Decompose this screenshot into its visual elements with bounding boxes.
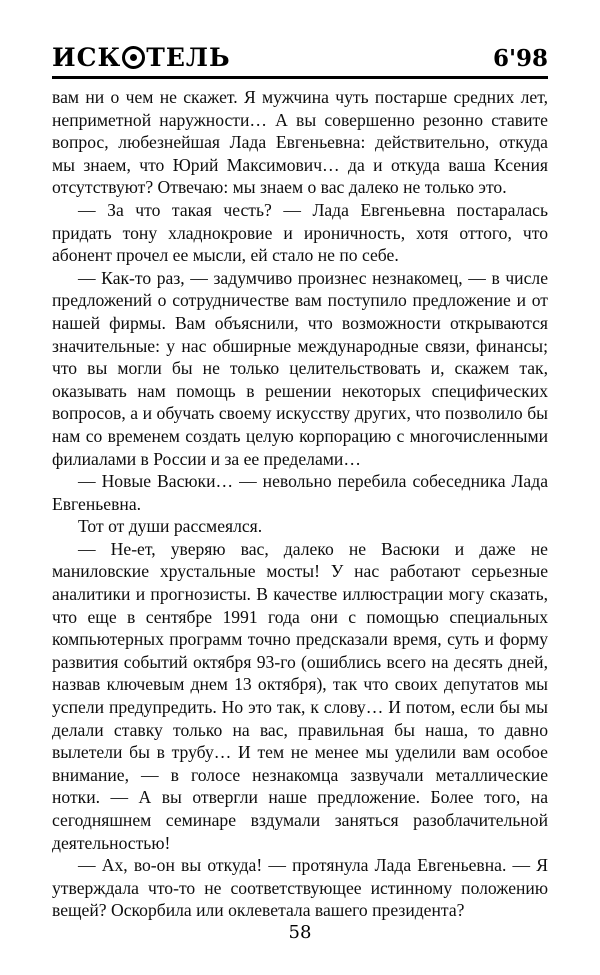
- magazine-logo: [52, 45, 231, 70]
- page-number: 58: [288, 922, 312, 943]
- body-text: [52, 86, 548, 922]
- paragraph: Тот от души рассмеялся.: [78, 516, 263, 537]
- paragraph: вам ни о чем не скажет. Я мужчина чуть постарше средних лет, неприметной наружности… А вы совершенно резонно ставите вопрос, любезнейшая Лада Евгеньевна: действительно, откуда мы знаем, что Юрий Максимович… да и откуда ваша Ксения отсутствуют? Отвечаю: мы знаем о вас далеко не только это.: [52, 87, 548, 198]
- page-header: [52, 36, 548, 70]
- header-divider: [52, 76, 548, 79]
- issue-number: 6'98: [492, 45, 548, 72]
- paragraph: — Ах, во-он вы откуда! — протянула Лада Евгеньевна. — Я утверждала что-то не соответствующее истинному положению вещей? Оскорбила или оклеветала вашего президента?: [52, 855, 548, 921]
- logo-text-first: ИСК: [52, 43, 122, 72]
- at-symbol-icon: [122, 46, 145, 69]
- paragraph: — Новые Васюки… — невольно перебила собеседника Лада Евгеньевна.: [52, 471, 548, 514]
- paragraph: — За что такая честь? — Лада Евгеньевна постаралась придать тону хладнокровие и ироничность, хотя оттого, что абонент прочел ее мысли, ей стало не по себе.: [52, 199, 548, 266]
- paragraph: — Не-ет, уверяю вас, далеко не Васюки и даже не маниловские хрустальные мосты! У нас работают серьезные аналитики и прогнозисты. В качестве иллюстрации могу сказать, что еще в сентябре 1991 года они с помощью специальных компьютерных программ точно предсказали время, суть и форму развития событий октября 93-го (ошиблись всего на десять дней, назвав ключевым днем 13 октября), так что своих депутатов мы успели предупредить. Но это так, к слову… И потом, если бы мы делали ставку только на вас, правильная бы наша, то давно вылетели бы в трубу… И тем не менее мы уделили вам особое внимание, — в голосе незнакомца зазвучали металлические нотки. — А вы отвергли наше предложение. Более того, на сегодняшнем семинаре вздумали заняться разоблачительной деятельностью!: [52, 538, 548, 853]
- logo-text-second: ТЕЛЬ: [146, 43, 231, 72]
- paragraph: — Как-то раз, — задумчиво произнес незнакомец, — в числе предложений о сотрудничестве вам поступило предложение и от нашей фирмы. Вам объяснили, что возможности открываются значительные: у нас обширные международные связи, финансы; что вы могли бы не только целительствовать и, скажем так, оказывать нам помощь в решении некоторых специфических вопросов, а и обучать своему искусству других, что позволило бы нам со временем создать целую корпорацию с многочисленными филиалами в России и за ее пределами…: [52, 267, 548, 469]
